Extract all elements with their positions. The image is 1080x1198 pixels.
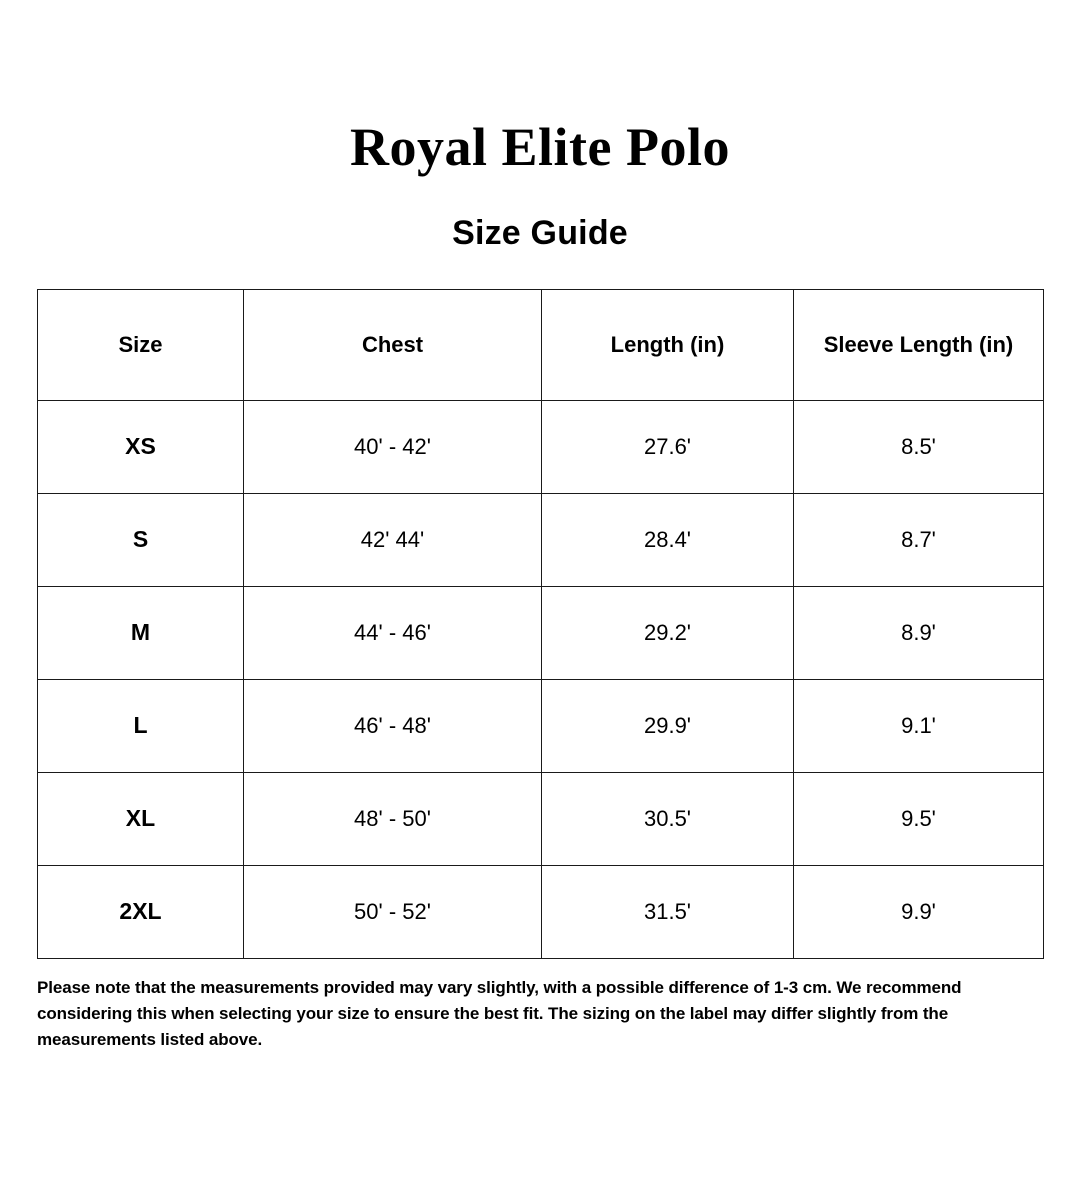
cell-size: L	[38, 679, 244, 772]
cell-chest: 42' 44'	[244, 493, 542, 586]
cell-size: S	[38, 493, 244, 586]
cell-sleeve-length: 9.9'	[794, 865, 1044, 958]
cell-chest: 46' - 48'	[244, 679, 542, 772]
column-header-size: Size	[38, 289, 244, 400]
cell-chest: 44' - 46'	[244, 586, 542, 679]
table-row	[38, 679, 1044, 772]
cell-size: M	[38, 586, 244, 679]
size-table	[37, 289, 1044, 959]
table-header-row	[38, 289, 1044, 400]
cell-size: 2XL	[38, 865, 244, 958]
cell-length: 28.4'	[542, 493, 794, 586]
table-row	[38, 493, 1044, 586]
table-body	[38, 400, 1044, 958]
cell-sleeve-length: 8.9'	[794, 586, 1044, 679]
cell-length: 29.9'	[542, 679, 794, 772]
cell-length: 27.6'	[542, 400, 794, 493]
cell-chest: 50' - 52'	[244, 865, 542, 958]
cell-sleeve-length: 9.1'	[794, 679, 1044, 772]
page-title: Royal Elite Polo	[350, 117, 730, 177]
table-row	[38, 772, 1044, 865]
page-subtitle: Size Guide	[452, 213, 628, 252]
cell-sleeve-length: 8.5'	[794, 400, 1044, 493]
cell-size: XS	[38, 400, 244, 493]
table-row	[38, 400, 1044, 493]
size-table-container	[37, 289, 1043, 959]
table-header	[38, 289, 1044, 400]
measurement-disclaimer: Please note that the measurements provided may vary slightly, with a possible difference of 1-3 cm. We recommend considering this when selecting your size to ensure the best fit. The sizing on the label may differ slightly from the measurements listed above.	[37, 977, 962, 1050]
column-header-chest: Chest	[244, 289, 542, 400]
cell-chest: 48' - 50'	[244, 772, 542, 865]
cell-length: 29.2'	[542, 586, 794, 679]
cell-length: 31.5'	[542, 865, 794, 958]
column-header-sleeve-length: Sleeve Length (in)	[794, 289, 1044, 400]
table-row	[38, 586, 1044, 679]
column-header-length: Length (in)	[542, 289, 794, 400]
cell-length: 30.5'	[542, 772, 794, 865]
cell-size: XL	[38, 772, 244, 865]
cell-sleeve-length: 8.7'	[794, 493, 1044, 586]
size-guide-page	[0, 118, 1080, 1198]
cell-chest: 40' - 42'	[244, 400, 542, 493]
table-row	[38, 865, 1044, 958]
cell-sleeve-length: 9.5'	[794, 772, 1044, 865]
